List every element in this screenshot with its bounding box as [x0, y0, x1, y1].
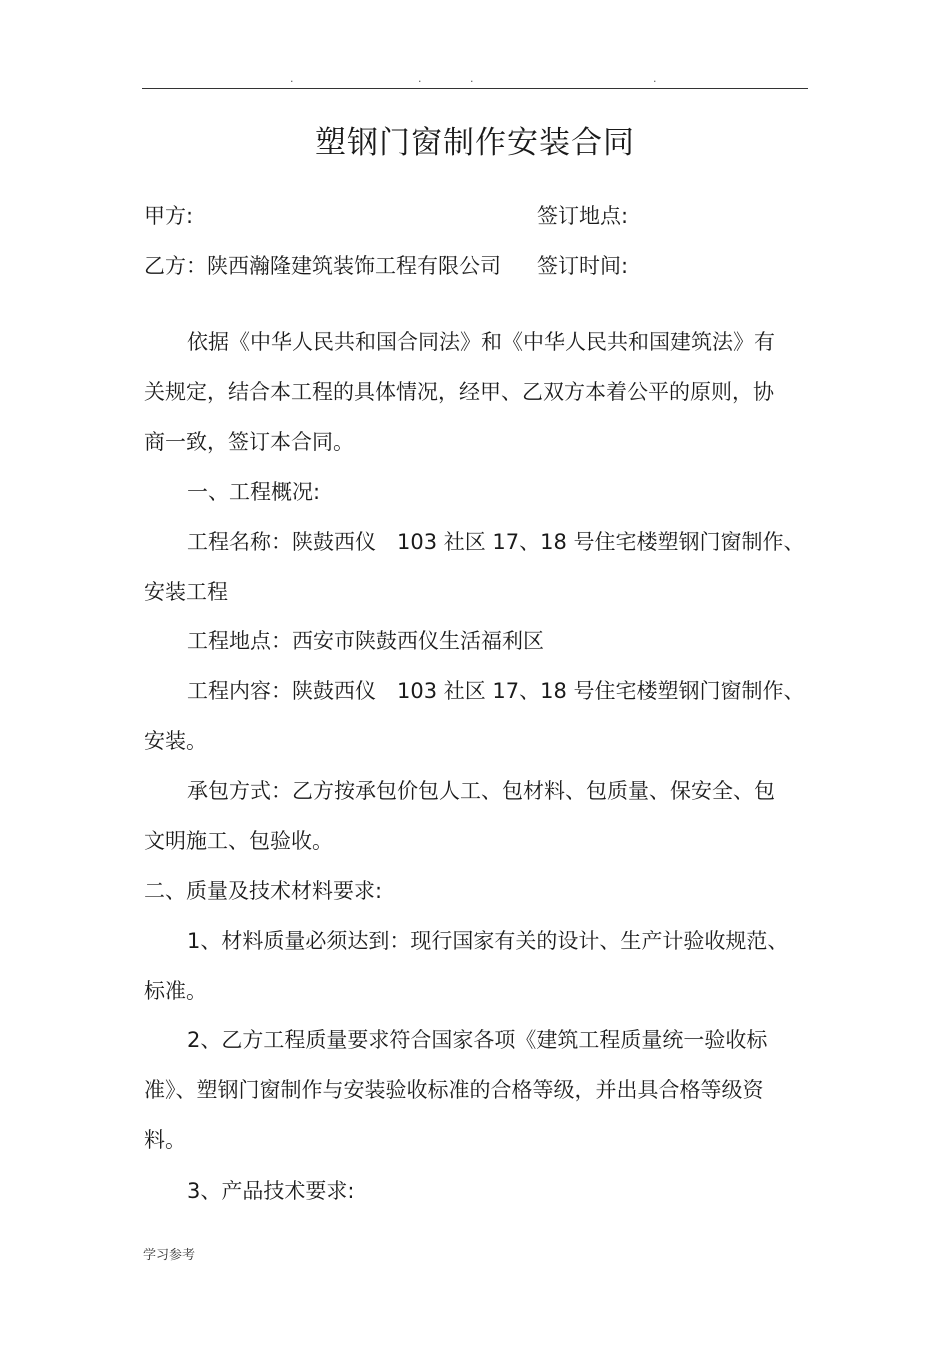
body-line: 标准。	[144, 979, 207, 1003]
header-dot: .	[418, 72, 422, 85]
body-line: 料。	[144, 1128, 186, 1152]
footer-note: 学习参考	[143, 1248, 196, 1263]
body-line: 文明施工、包验收。	[144, 829, 333, 853]
body-line: 安装。	[144, 729, 207, 753]
party-a-label: 甲方:	[144, 204, 194, 228]
section-heading: 二、质量及技术材料要求:	[144, 879, 383, 903]
header-rule	[142, 88, 808, 89]
header-dot: .	[470, 72, 474, 85]
sign-place-label: 签订地点:	[537, 204, 629, 228]
body-line: 安装工程	[144, 580, 228, 604]
body-line: 工程地点：西安市陕鼓西仪生活福利区	[187, 629, 544, 653]
body-line: 2、乙方工程质量要求符合国家各项《建筑工程质量统一验收标	[187, 1028, 768, 1052]
body-line: 准》、塑钢门窗制作与安装验收标准的合格等级，并出具合格等级资	[144, 1078, 764, 1102]
header-dot: .	[290, 72, 294, 85]
body-line: 3、产品技术要求:	[187, 1179, 355, 1203]
body-line: 承包方式：乙方按承包价包人工、包材料、包质量、保安全、包	[187, 779, 775, 803]
header-dots	[142, 72, 808, 86]
body-line: 工程名称：陕鼓西仪 103 社区 17、18 号住宅楼塑钢门窗制作、	[187, 530, 805, 554]
party-b: 乙方：陕西瀚隆建筑装饰工程有限公司	[144, 254, 501, 278]
body-line: 依据《中华人民共和国合同法》和《中华人民共和国建筑法》有	[187, 330, 775, 354]
body-line: 关规定，结合本工程的具体情况，经甲、乙双方本着公平的原则，协	[144, 380, 774, 404]
header-dot: .	[653, 72, 657, 85]
body-line: 工程内容：陕鼓西仪 103 社区 17、18 号住宅楼塑钢门窗制作、	[187, 679, 805, 703]
section-heading: 一、工程概况:	[187, 480, 321, 504]
sign-time-label: 签订时间:	[537, 254, 629, 278]
document-title: 塑钢门窗制作安装合同	[315, 125, 635, 161]
body-line: 1、材料质量必须达到：现行国家有关的设计、生产计验收规范、	[187, 929, 789, 953]
body-line: 商一致，签订本合同。	[144, 430, 354, 454]
